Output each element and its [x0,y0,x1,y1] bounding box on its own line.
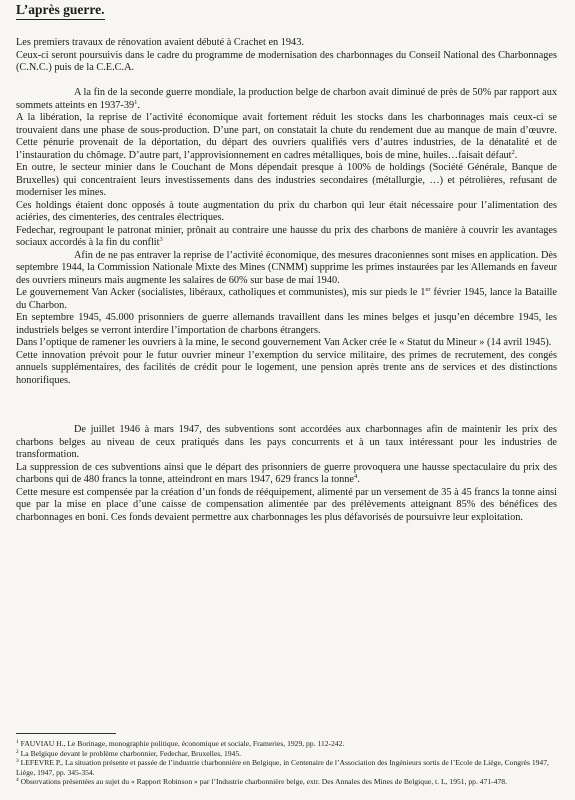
paragraph: Cette innovation prévoit pour le futur ouvrier mineur l’exemption du service militaire, des primes de recrutement, des congés annuels supplémentaires, des facilités de crédit pour le logement, une pension après trente ans de services et des distinctions honorifiques. [16,349,557,386]
footnotes [16,739,557,787]
footnote-ref: 1 [134,98,138,106]
footnote [16,758,557,777]
paragraph: Afin de ne pas entraver la reprise de l’activité économique, des mesures draconiennes sont mises en application. Dès septembre 1944, la Commission Nationale Mixte des Mines (CNMM) supprime les primes instaurées par les Allemands en faveur des ouvriers mineurs mais augmente les salaires de 60% sur base de mai 1940. [16,249,557,286]
footnote-text: Observations présentées au sujet du « Rapport Robinson » par l’Industrie charbonnière belge, extr. Des Annales des Mines de Belgique, t. L, 1951, pp. 471-478. [20,777,507,787]
paragraph: De juillet 1946 à mars 1947, des subventions sont accordées aux charbonnages afin de maintenir les prix des charbons belges au niveau de ceux pratiqués dans les pays concurrents et à un taux intéressant pour les industries de transformation. [16,424,557,460]
paragraph-text: février 1945, lance la Bataille du Charbon. [16,287,557,311]
paragraph-text: A la libération, la reprise de l’activité économique avait fortement réduit les stocks dans les charbonnages mais ceux-ci se trouvaient dans une phase de sous-production. D’une part, on constatait la chute du rendement due au manque de main d’œuvre. Cette pénurie provenait de la déportation, du départ des ouvriers qualifiés vers d’autres industries, de la dénatalité et de l’instauration du chômage. D’autre part, l’approvisionnement en cadres métalliques, bois de mine, huiles…faisait défaut [16,112,557,161]
footnote-separator [16,733,116,734]
paragraph: A la libération, la reprise de l’activité économique avait fortement réduit les stocks dans les charbonnages mais ceux-ci se trouvaient dans une phase de sous-production. D’une part, on constatait la chute du rendement due au manque de main d’œuvre. Cette pénurie provenait de la déportation, du départ des ouvriers qualifiés vers d’autres industries, de la dénatalité et de l’instauration du chômage. D’autre part, l’approvisionnement en cadres métalliques, bois de mine, huiles…faisait défaut$^2$. [16,112,557,161]
paragraph: A la fin de la seconde guerre mondiale, la production belge de charbon avait diminué de près de 50% par rapport aux sommets atteints en $1937-39^1$. [16,87,557,111]
ordinal-suffix: er [425,286,431,293]
footnote [16,749,557,759]
paragraph [16,287,557,312]
footnote-number: 3 [16,758,19,765]
footnote-number: 2 [16,748,19,755]
footnote [16,739,557,749]
footnote [16,777,557,787]
paragraph-text: Fedechar, regroupant le patronat minier, prônait au contraire une hausse du prix des charbons de manière à couvrir les avantages sociaux accordés à la fin du conflit [16,224,557,248]
paragraph [16,225,557,250]
footnote-number: 1 [16,739,19,745]
footnote-text: LEFEVRE P., La situation présente et passée de l’industrie charbonnière en Belgique, in Centenaire de l’Association des Ingénieurs sortis de l’Ecole de Liège, Congrès 1947, Liège, 1947, pp. 345-354. [16,758,549,777]
footnote-ref: 4 [353,473,358,480]
footnote-ref: 2 [511,148,515,156]
footnote-number: 4 [16,777,19,784]
paragraph-text: A la fin de la seconde guerre mondiale, la production belge de charbon avait diminué de près de 50% par rapport aux sommets atteints en 1937-39 [16,87,557,111]
footnote-ref: 3 [159,236,163,243]
paragraph: Ces holdings étaient donc opposés à toute augmentation du prix du charbon qui leur était nécessaire pour l’alimentation des aciéries, des cimenteries, des centrales électriques. [16,199,557,223]
paragraph: Les premiers travaux de rénovation avaient débuté à Crachet en 1943. [16,37,304,48]
paragraph-text: La suppression de ces subventions ainsi que le départ des prisonniers de guerre provoquera une hausse spectaculaire du prix des charbons qui de 480 francs la tonne, atteindront en mars 1947, 629 francs la tonne [16,461,557,485]
paragraph: En septembre 1945, 45.000 prisonniers de guerre allemands travaillent dans les mines belges et jusqu’en décembre 1945, les industriels belges se verront interdire l’importation de charbons étrangers. [16,312,557,336]
paragraph: Cette mesure est compensée par la création d’un fonds de rééquipement, alimenté par un versement de 35 à 45 francs la tonne ainsi que par la mise en place d’une caisse de compensation alimentée par des prélèvements atteignant 85% des bénéfices des charbonnages en boni. Ces fonds devaient permettre aux charbonnages les plus défavorisés de poursuivre leur exploitation. [16,486,557,523]
paragraph: Ceux-ci seront poursuivis dans le cadre du programme de modernisation des charbonnages du Conseil National des Charbonnages (C.N.C.) puis de la C.E.C.A. [16,49,557,73]
section-heading: L’après guerre. [16,2,105,20]
paragraph: Dans l’optique de ramener les ouvriers à la mine, le second gouvernement Van Acker crée le « Statut du Mineur » (14 avril 1945). [16,337,552,348]
footnote-text: La Belgique devant le problème charbonnier, Fedechar, Bruxelles, 1945. [20,748,242,758]
paragraph-text: Le gouvernement Van Acker (socialistes, libéraux, catholiques et communistes), mis sur pieds le 1 [16,287,426,298]
paragraph: En outre, le secteur minier dans le Couchant de Mons dépendait presque à 100% de holdings (Société Générale, Banque de Bruxelles) qui concentraient leurs investissements dans des industries secondaires (métallurgie, …) et pétrolières, refusant de moderniser les mines. [16,162,557,198]
document-body [16,37,557,524]
footnote-text: FAUVIAU H., Le Borinage, monographie politique, économique et sociale, Frameries, 1929, pp. 112-242. [20,739,345,748]
paragraph: La suppression de ces subventions ainsi que le départ des prisonniers de guerre provoquera une hausse spectaculaire du prix des charbons qui de 480 francs la tonne, atteindront en mars 1947, 629 francs la tonne$^4$. [16,461,557,485]
